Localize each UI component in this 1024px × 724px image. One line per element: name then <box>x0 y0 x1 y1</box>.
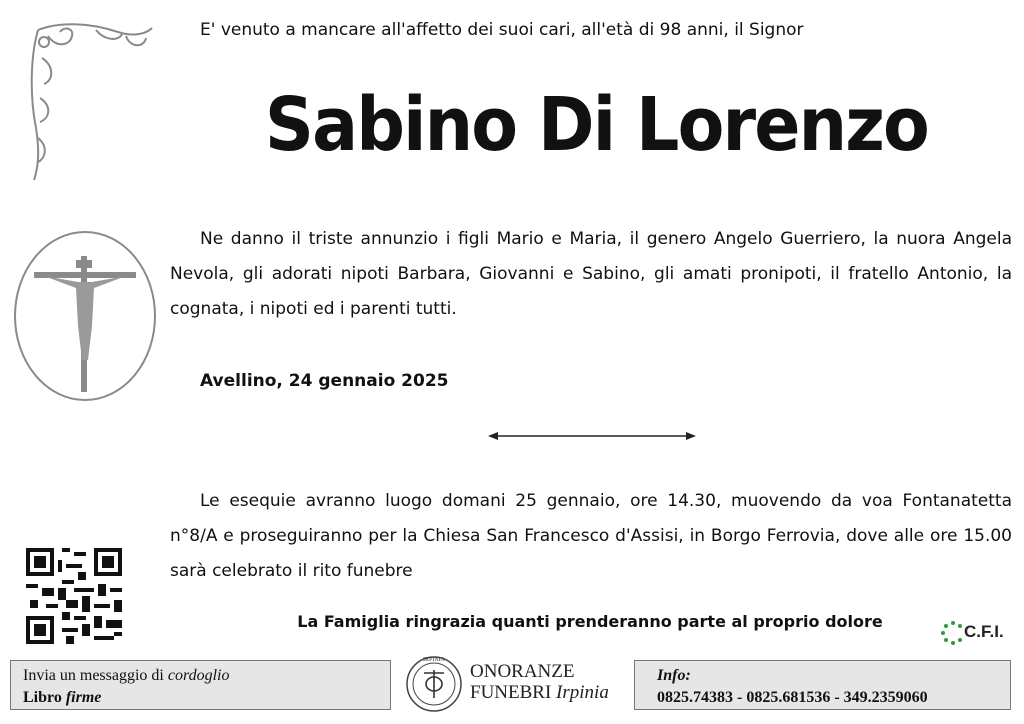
funeral-paragraph: Le esequie avranno luogo domani 25 gennaio, ore 14.30, muovendo da voa Fontanatetta n°8/A e proseguiranno per la Chiesa San Francesco d'Assisi, in Borgo Ferrovia, dove alle ore 15.00 sarà celebrato il rito funebre <box>170 491 1012 581</box>
double-arrow-divider <box>488 430 696 442</box>
deceased-name: Sabino Di Lorenzo <box>264 82 928 168</box>
condolence-link[interactable]: Invia un messaggio di cordoglio <box>23 667 230 684</box>
announcement-paragraph: Ne danno il triste annunzio i figli Mario e Maria, il genero Angelo Guerriero, la nuora Angela Nevola, gli adorati nipoti Barbara, Giovanni e Sabino, gli amati pronipoti, il fratello Antonio, la cognata, i nipoti ed i parenti tutti. <box>170 229 1012 319</box>
condolence-box[interactable] <box>10 660 391 710</box>
guestbook-link[interactable]: Libro firme <box>23 689 102 706</box>
family-thanks: La Famiglia ringrazia quanti prenderanno parte al proprio dolore <box>297 612 883 631</box>
info-label: Info <box>657 667 686 684</box>
onoranze-funebri-logo <box>404 648 464 718</box>
cfi-label: C.F.I. <box>964 622 1004 641</box>
intro-text: E' venuto a mancare all'affetto dei suoi cari, all'età di 98 anni, il Signor <box>200 20 804 40</box>
place-date: Avellino, 24 gennaio 2025 <box>200 371 449 391</box>
info-phones[interactable]: 0825.74383 - 0825.681536 - 349.2359060 <box>657 689 928 706</box>
brand-name: ONORANZE FUNEBRI Irpinia <box>470 661 609 703</box>
logo-top-text: IRPINIA <box>423 657 445 663</box>
cfi-logo <box>940 620 1004 650</box>
cfi-dots-icon <box>940 620 966 646</box>
info-box: Info: 0825.74383 - 0825.681536 - 349.2359060 <box>634 660 1011 710</box>
crucifix-icon <box>12 230 158 402</box>
